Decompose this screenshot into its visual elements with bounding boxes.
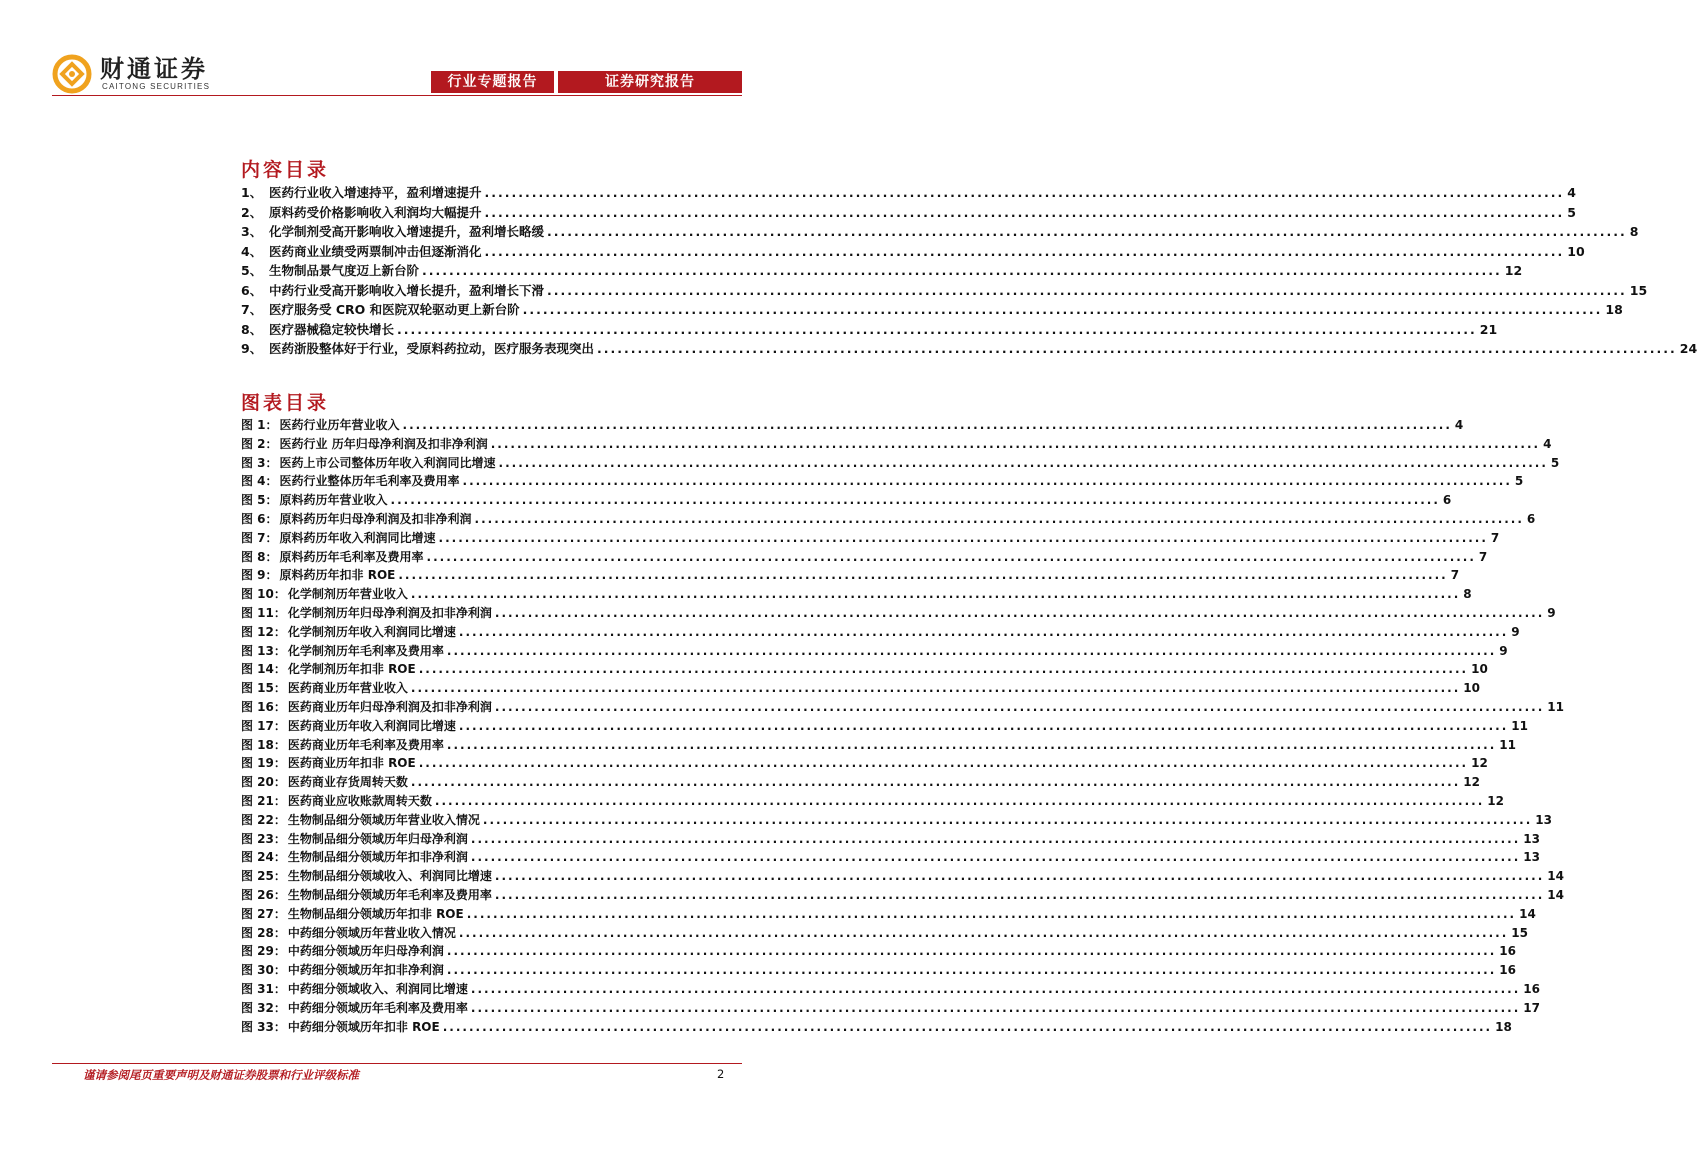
figure-entry-label: 图 9： bbox=[241, 568, 278, 583]
figure-entry-page: 14 bbox=[1519, 906, 1536, 921]
figure-entry[interactable] bbox=[241, 642, 1508, 659]
figure-entry-title: 化学制剂历年收入利润同比增速 bbox=[287, 624, 456, 639]
figure-entry-page: 18 bbox=[1495, 1019, 1512, 1034]
figure-leader-dots bbox=[391, 493, 1440, 507]
figure-leader-dots bbox=[471, 982, 1520, 996]
figure-entry-page: 6 bbox=[1442, 493, 1452, 508]
toc-entry[interactable] bbox=[241, 320, 1498, 338]
figure-entry-title: 中药细分领域历年扣非 ROE bbox=[287, 1019, 440, 1034]
toc-entry-title: 医疗器械稳定较快增长 bbox=[269, 321, 395, 337]
figure-entry-label: 图 25： bbox=[241, 869, 286, 884]
figure-entry[interactable] bbox=[241, 811, 1552, 828]
figure-leader-dots bbox=[403, 418, 1452, 432]
figure-entry-page: 14 bbox=[1547, 869, 1564, 884]
figure-entry-page: 13 bbox=[1535, 812, 1552, 827]
figure-entry-page: 16 bbox=[1499, 963, 1516, 978]
figure-entry-page: 13 bbox=[1523, 850, 1540, 865]
toc-entry-title: 中药行业受高开影响收入增长提升，盈利增长下滑 bbox=[269, 282, 545, 298]
figure-leader-dots bbox=[471, 850, 1520, 864]
figure-entry-label: 图 18： bbox=[241, 737, 286, 752]
figure-entry-page: 5 bbox=[1514, 474, 1524, 489]
figure-entry-page: 5 bbox=[1550, 455, 1560, 470]
figure-entry-label: 图 13： bbox=[241, 643, 286, 658]
figure-entry-page: 13 bbox=[1523, 831, 1540, 846]
toc-entry[interactable] bbox=[241, 261, 1523, 279]
figure-entry[interactable] bbox=[241, 510, 1536, 527]
page-number: 2 bbox=[717, 1067, 725, 1081]
figure-entry[interactable] bbox=[241, 867, 1564, 884]
figure-entry-page: 16 bbox=[1499, 944, 1516, 959]
toc-entry-title: 医药行业收入增速持平，盈利增速提升 bbox=[269, 185, 482, 200]
toc-leader-dots bbox=[523, 302, 1603, 317]
figure-entry-label: 图 24： bbox=[241, 850, 286, 865]
figure-entry-label: 图 1： bbox=[241, 418, 278, 432]
figure-entry-label: 图 6： bbox=[241, 512, 278, 526]
figure-leader-dots bbox=[447, 644, 1496, 658]
figure-entry-label: 图 21： bbox=[241, 794, 286, 808]
figure-leader-dots bbox=[459, 926, 1508, 940]
figure-entry[interactable] bbox=[241, 604, 1556, 621]
figure-entry-label: 图 28： bbox=[241, 925, 286, 940]
figure-entry-title: 生物制品细分领域收入、利润同比增速 bbox=[287, 869, 492, 884]
toc-leader-dots bbox=[485, 185, 1565, 200]
toc-leader-dots bbox=[547, 283, 1627, 298]
figure-entry-page: 10 bbox=[1463, 681, 1480, 696]
figure-entry-title: 医药商业应收账款周转天数 bbox=[287, 794, 432, 808]
figure-entry-title: 医药商业历年归母净利润及扣非净利润 bbox=[287, 700, 492, 714]
toc-entry-page: 10 bbox=[1567, 243, 1585, 259]
figure-entry[interactable] bbox=[241, 454, 1560, 471]
figure-entry-label: 图 15： bbox=[241, 681, 286, 696]
toc-entry[interactable] bbox=[241, 203, 1576, 221]
figure-entry-page: 11 bbox=[1547, 700, 1564, 714]
figure-entry[interactable] bbox=[241, 529, 1500, 546]
figure-entry-page: 12 bbox=[1487, 794, 1504, 808]
figure-entry-title: 化学制剂历年营业收入 bbox=[287, 587, 408, 602]
figure-entry-page: 7 bbox=[1478, 549, 1488, 564]
figure-leader-dots bbox=[398, 568, 1447, 582]
figure-entry[interactable] bbox=[241, 886, 1564, 903]
figure-entry-page: 11 bbox=[1499, 737, 1516, 752]
figure-entry-page: 4 bbox=[1454, 418, 1464, 432]
figure-entry-page: 6 bbox=[1526, 512, 1536, 526]
figure-entry-page: 9 bbox=[1499, 643, 1508, 658]
figures-title: 图表目录 bbox=[241, 392, 330, 414]
figure-entry[interactable] bbox=[241, 491, 1452, 508]
toc-entry-number: 9、 bbox=[241, 341, 263, 356]
figure-entry-page: 4 bbox=[1543, 436, 1552, 451]
figure-entry[interactable] bbox=[241, 566, 1460, 583]
figure-leader-dots bbox=[495, 606, 1544, 620]
toc-entry-title: 生物制品景气度迈上新台阶 bbox=[269, 263, 420, 278]
toc-entry-number: 6、 bbox=[241, 282, 263, 298]
caitong-logo bbox=[52, 54, 222, 94]
figure-leader-dots bbox=[491, 437, 1540, 451]
figure-entry-label: 图 29： bbox=[241, 944, 286, 959]
figure-leader-dots bbox=[499, 456, 1548, 470]
figure-entry-label: 图 3： bbox=[241, 455, 278, 470]
figure-entry-label: 图 31： bbox=[241, 982, 286, 996]
figure-leader-dots bbox=[411, 775, 1460, 789]
toc-entry-title: 医疗服务受 CRO 和医院双轮驱动更上新台阶 bbox=[269, 302, 520, 317]
brand-name-cn: 财通证券 bbox=[100, 55, 208, 83]
figure-entry[interactable] bbox=[241, 435, 1552, 452]
figure-entry-label: 图 8： bbox=[241, 549, 278, 564]
figure-entry-label: 图 16： bbox=[241, 700, 286, 714]
figure-entry[interactable] bbox=[241, 961, 1516, 978]
figure-leader-dots bbox=[411, 587, 1460, 601]
toc-entry[interactable] bbox=[241, 222, 1639, 240]
figure-entry-label: 图 22： bbox=[241, 812, 286, 827]
figure-entry-label: 图 14： bbox=[241, 662, 286, 677]
figure-entry[interactable] bbox=[241, 754, 1488, 771]
toc-entry-number: 8、 bbox=[241, 321, 263, 337]
figure-entry-page: 10 bbox=[1471, 662, 1488, 677]
report-category-tag: 证券研究报告 bbox=[558, 71, 742, 93]
toc-entry-title: 医药商业业绩受两票制冲击但逐渐消化 bbox=[269, 243, 482, 259]
figure-entry-title: 化学制剂历年毛利率及费用率 bbox=[287, 643, 444, 658]
brand-name-en: CAITONG SECURITIES bbox=[102, 82, 211, 91]
contents-title: 内容目录 bbox=[241, 159, 330, 181]
figure-entry-title: 中药细分领域历年归母净利润 bbox=[287, 944, 444, 959]
figure-entry-title: 原料药历年扣非 ROE bbox=[279, 568, 396, 583]
figure-entry-title: 生物制品细分领域历年归母净利润 bbox=[287, 831, 468, 846]
figure-entry[interactable] bbox=[241, 924, 1528, 941]
figure-entry-title: 医药上市公司整体历年收入利润同比增速 bbox=[279, 455, 496, 470]
figure-entry-label: 图 30： bbox=[241, 963, 286, 978]
figure-entry-page: 14 bbox=[1547, 888, 1564, 902]
figure-entry-title: 医药商业存货周转天数 bbox=[287, 775, 408, 790]
figure-entry-page: 12 bbox=[1463, 775, 1480, 790]
figure-entry-label: 图 26： bbox=[241, 888, 286, 902]
figure-entry-title: 中药细分领域历年毛利率及费用率 bbox=[287, 1000, 468, 1015]
figure-entry-title: 化学制剂历年扣非 ROE bbox=[287, 662, 416, 677]
figure-leader-dots bbox=[447, 944, 1496, 958]
figure-leader-dots bbox=[447, 738, 1496, 752]
toc-leader-dots bbox=[485, 244, 1565, 259]
figure-entry[interactable] bbox=[241, 660, 1488, 677]
figure-entry-page: 9 bbox=[1511, 624, 1520, 639]
figure-entry-title: 生物制品细分领域历年扣非 ROE bbox=[287, 906, 464, 921]
toc-entry-number: 5、 bbox=[241, 263, 263, 278]
figure-entry-label: 图 2： bbox=[241, 436, 278, 451]
toc-entry-page: 8 bbox=[1629, 224, 1639, 239]
toc-entry-number: 4、 bbox=[241, 243, 263, 259]
figure-leader-dots bbox=[463, 474, 1512, 488]
figure-leader-dots bbox=[439, 531, 1488, 545]
figure-entry-title: 医药行业历年营业收入 bbox=[279, 418, 400, 432]
figure-entry[interactable] bbox=[241, 472, 1524, 489]
toc-entry-number: 1、 bbox=[241, 185, 263, 200]
header-divider bbox=[52, 95, 742, 96]
figure-entry-label: 图 12： bbox=[241, 624, 286, 639]
figure-leader-dots bbox=[475, 512, 1524, 526]
figure-entry-page: 7 bbox=[1490, 530, 1500, 545]
figure-entry[interactable] bbox=[241, 830, 1540, 847]
figure-entry-label: 图 19： bbox=[241, 756, 286, 771]
footer-disclaimer: 谨请参阅尾页重要声明及财通证券股票和行业评级标准 bbox=[83, 1068, 359, 1082]
figure-entry-label: 图 23： bbox=[241, 831, 286, 846]
figure-leader-dots bbox=[447, 963, 1496, 977]
toc-leader-dots bbox=[397, 322, 1477, 337]
figure-entry-title: 中药细分领域历年扣非净利润 bbox=[287, 963, 444, 978]
figure-leader-dots bbox=[443, 1020, 1492, 1034]
toc-entry-title: 化学制剂受高开影响收入增速提升，盈利增长略缓 bbox=[269, 224, 545, 239]
toc-leader-dots bbox=[485, 205, 1565, 220]
toc-entry[interactable] bbox=[241, 242, 1585, 260]
figure-entry-title: 生物制品细分领域历年营业收入情况 bbox=[287, 812, 480, 827]
figure-leader-dots bbox=[419, 662, 1468, 676]
figure-entry[interactable] bbox=[241, 623, 1520, 640]
report-type-tag: 行业专题报告 bbox=[431, 71, 554, 93]
figure-entry-title: 生物制品细分领域历年扣非净利润 bbox=[287, 850, 468, 865]
figure-leader-dots bbox=[483, 813, 1532, 827]
figure-entry-page: 12 bbox=[1471, 756, 1488, 771]
figure-entry-label: 图 17： bbox=[241, 718, 286, 733]
figure-entry[interactable] bbox=[241, 416, 1464, 433]
figure-leader-dots bbox=[459, 625, 1508, 639]
figure-entry[interactable] bbox=[241, 1018, 1512, 1035]
figure-entry-title: 医药商业历年扣非 ROE bbox=[287, 756, 416, 771]
toc-entry-page: 18 bbox=[1605, 302, 1623, 317]
figure-entry-title: 原料药历年归母净利润及扣非净利润 bbox=[279, 512, 472, 526]
figure-entry-page: 11 bbox=[1511, 718, 1528, 733]
toc-leader-dots bbox=[597, 341, 1677, 356]
figure-entry[interactable] bbox=[241, 999, 1540, 1016]
figure-leader-dots bbox=[435, 794, 1484, 808]
figure-entry-page: 15 bbox=[1511, 925, 1528, 940]
footer-divider bbox=[52, 1063, 742, 1064]
figure-entry[interactable] bbox=[241, 773, 1480, 790]
figure-entry-title: 中药细分领域历年营业收入情况 bbox=[287, 925, 456, 940]
toc-entry-page: 15 bbox=[1629, 282, 1648, 298]
figure-entry[interactable] bbox=[241, 848, 1540, 865]
figure-entry[interactable] bbox=[241, 698, 1564, 715]
toc-entry[interactable] bbox=[241, 339, 1697, 357]
figure-entry-label: 图 5： bbox=[241, 493, 278, 508]
figure-entry[interactable] bbox=[241, 736, 1516, 753]
figure-entry-label: 图 4： bbox=[241, 474, 278, 489]
figure-entry-page: 7 bbox=[1450, 568, 1460, 583]
toc-leader-dots bbox=[422, 263, 1502, 278]
figure-entry-label: 图 7： bbox=[241, 530, 278, 545]
toc-entry-number: 7、 bbox=[241, 302, 263, 317]
figure-entry[interactable] bbox=[241, 980, 1540, 997]
figure-entry-title: 生物制品细分领域历年毛利率及费用率 bbox=[287, 888, 492, 902]
figure-entry-title: 医药行业 历年归母净利润及扣非净利润 bbox=[279, 436, 488, 451]
figure-leader-dots bbox=[471, 832, 1520, 846]
figure-leader-dots bbox=[467, 907, 1516, 921]
toc-entry[interactable] bbox=[241, 281, 1648, 299]
figure-entry-title: 医药商业历年营业收入 bbox=[287, 681, 408, 696]
caitong-emblem-icon bbox=[52, 54, 92, 94]
figure-entry-title: 原料药历年毛利率及费用率 bbox=[279, 549, 424, 564]
figure-entry-title: 原料药历年收入利润同比增速 bbox=[279, 530, 436, 545]
toc-leader-dots bbox=[547, 224, 1627, 239]
figure-leader-dots bbox=[459, 719, 1508, 733]
figure-entry-title: 化学制剂历年归母净利润及扣非净利润 bbox=[287, 606, 492, 620]
figure-entry-label: 图 20： bbox=[241, 775, 286, 790]
figure-entry-title: 医药商业历年毛利率及费用率 bbox=[287, 737, 444, 752]
figure-leader-dots bbox=[495, 700, 1544, 714]
toc-entry[interactable] bbox=[241, 300, 1623, 318]
figure-entry[interactable] bbox=[241, 792, 1504, 809]
figure-leader-dots bbox=[411, 681, 1460, 695]
figure-entry[interactable] bbox=[241, 585, 1472, 602]
figure-entry-title: 医药商业历年收入利润同比增速 bbox=[287, 718, 456, 733]
figure-entry-page: 16 bbox=[1523, 982, 1540, 996]
figure-entry-label: 图 10： bbox=[241, 587, 286, 602]
toc-entry-title: 医药浙股整体好于行业，受原料药拉动，医疗服务表现突出 bbox=[269, 341, 595, 356]
figure-entry-page: 9 bbox=[1547, 606, 1556, 620]
figure-entry-title: 医药行业整体历年毛利率及费用率 bbox=[279, 474, 460, 489]
figure-leader-dots bbox=[495, 888, 1544, 902]
figure-entry[interactable] bbox=[241, 679, 1480, 696]
figure-entry-label: 图 33： bbox=[241, 1019, 286, 1034]
figure-entry-title: 中药细分领域收入、利润同比增速 bbox=[287, 982, 468, 996]
figure-leader-dots bbox=[471, 1001, 1520, 1015]
toc-entry-number: 2、 bbox=[241, 204, 263, 220]
toc-entry[interactable] bbox=[241, 183, 1576, 201]
toc-entry-page: 24 bbox=[1679, 341, 1697, 356]
figure-entry-label: 图 32： bbox=[241, 1000, 286, 1015]
figure-entry[interactable] bbox=[241, 905, 1536, 922]
figure-entry-page: 8 bbox=[1463, 587, 1472, 602]
toc-entry-page: 12 bbox=[1504, 263, 1523, 278]
figure-leader-dots bbox=[419, 756, 1468, 770]
toc-entry-page: 4 bbox=[1567, 185, 1576, 200]
figure-entry[interactable] bbox=[241, 717, 1528, 734]
figure-entry-label: 图 27： bbox=[241, 906, 286, 921]
figure-entry-title: 原料药历年营业收入 bbox=[279, 493, 388, 508]
figure-leader-dots bbox=[495, 869, 1544, 883]
figure-entry[interactable] bbox=[241, 548, 1488, 565]
figure-leader-dots bbox=[427, 550, 1476, 564]
figure-entry-label: 图 11： bbox=[241, 606, 286, 620]
toc-entry-page: 5 bbox=[1567, 204, 1576, 220]
figure-entry[interactable] bbox=[241, 942, 1516, 959]
toc-entry-title: 原料药受价格影响收入利润均大幅提升 bbox=[269, 204, 482, 220]
toc-entry-page: 21 bbox=[1479, 321, 1498, 337]
toc-entry-number: 3、 bbox=[241, 224, 263, 239]
figure-entry-page: 17 bbox=[1523, 1000, 1540, 1015]
